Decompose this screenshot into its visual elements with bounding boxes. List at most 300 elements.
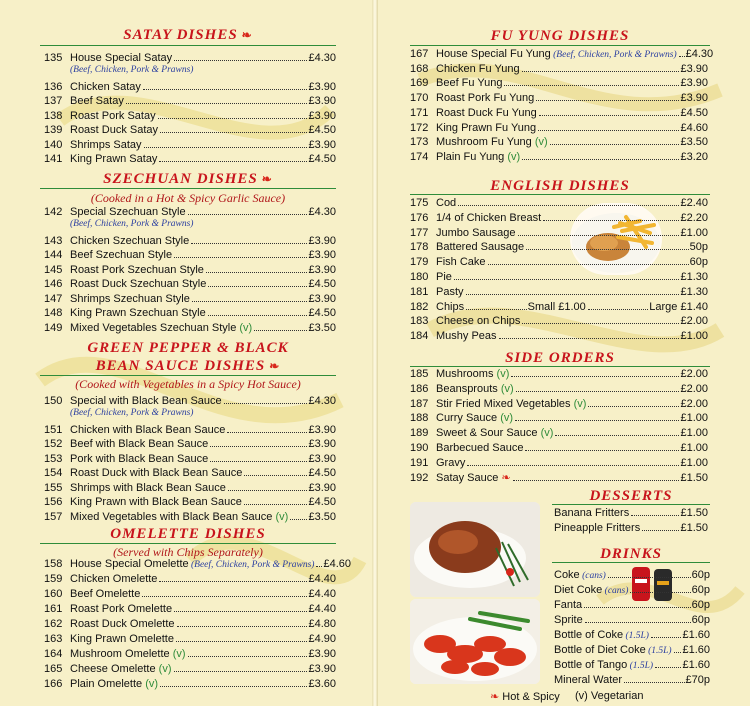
menu-item (44, 437, 336, 451)
item-name: Beef Omelette (70, 588, 141, 600)
item-price: £2.00 (680, 382, 708, 395)
szechuan-heading: SZECHUAN DISHES ❧ (103, 171, 273, 187)
item-name: Barbecued Sauce (436, 442, 524, 454)
menu-item (44, 677, 336, 691)
item-price: £2.00 (680, 368, 708, 380)
category-subtext: (Beef, Chicken, Pork & Prawns) (70, 64, 194, 75)
item-price: £4.30 (308, 395, 336, 407)
english-heading: ENGLISH DISHES (490, 178, 630, 194)
item-number: 140 (44, 138, 63, 151)
item-name: House Special Satay (70, 52, 173, 64)
item-name: Roast Duck Szechuan Style (70, 278, 207, 290)
leader-dots (525, 450, 679, 451)
leader-dots (227, 432, 307, 433)
leader-dots (176, 641, 308, 642)
vegetarian-mark: (v) (537, 427, 554, 440)
item-number: 150 (44, 395, 63, 407)
menu-item (44, 452, 336, 466)
item-number: 176 (410, 211, 429, 224)
item-number: 153 (44, 452, 63, 465)
item-number: 135 (44, 52, 63, 64)
item-number: 136 (44, 80, 63, 93)
menu-item (44, 587, 336, 601)
leader-dots (642, 530, 679, 531)
item-number: 181 (410, 285, 429, 298)
leader-dots (515, 420, 679, 421)
menu-item (410, 135, 708, 149)
item-name: King Prawn Satay (70, 153, 158, 165)
menu-item (410, 471, 708, 485)
item-subtext: (cans) (579, 571, 606, 581)
item-number: 166 (44, 678, 63, 690)
leader-dots (526, 249, 689, 250)
item-subtext: (Beef, Chicken, Pork & Prawns) (550, 50, 677, 60)
item-number: 191 (410, 456, 429, 469)
item-name: King Prawn Fu Yung (436, 121, 537, 134)
item-price: £3.60 (308, 678, 336, 690)
item-name: Chicken with Black Bean Sauce (70, 423, 226, 436)
item-number: 175 (410, 197, 429, 209)
blackbean-note: (Cooked with Vegetables in a Spicy Hot Sauce) (75, 377, 301, 391)
item-price: 60p (689, 256, 708, 269)
item-name: Satay Sauce ❧ (436, 471, 511, 484)
leader-dots (244, 504, 308, 505)
chili-icon: ❧ (490, 691, 500, 703)
item-price: £4.50 (308, 278, 336, 290)
leader-dots (126, 103, 308, 104)
item-name: Beef with Black Bean Sauce (70, 438, 209, 450)
item-name: Beef Satay (70, 95, 124, 107)
leader-dots (160, 686, 307, 687)
leader-dots (466, 309, 527, 310)
item-price: £4.50 (680, 106, 708, 119)
item-name: Roast Duck Satay (70, 124, 159, 136)
item-number: 138 (44, 109, 63, 122)
item-number: 165 (44, 663, 63, 675)
item-price: 60p (691, 599, 710, 611)
item-price: £3.90 (308, 249, 336, 261)
menu-item (554, 658, 710, 673)
item-price: £4.30 (685, 48, 714, 60)
item-number: 187 (410, 397, 429, 410)
item-name: Chicken Fu Yung (436, 62, 520, 75)
menu-item (410, 196, 708, 210)
desserts-heading: DESSERTS (589, 488, 673, 504)
item-number: 157 (44, 510, 63, 523)
item-number: 169 (410, 77, 429, 90)
item-number: 168 (410, 62, 429, 75)
item-name: Bottle of Tango (1.5L) (554, 659, 654, 671)
item-price: £3.90 (308, 95, 336, 107)
item-number: 143 (44, 234, 63, 247)
item-number: 185 (410, 368, 429, 380)
item-number: 147 (44, 292, 63, 305)
item-price: £2.00 (680, 315, 708, 328)
item-price: £4.60 (680, 121, 708, 134)
item-number: 146 (44, 278, 63, 290)
menu-item (410, 62, 708, 76)
item-price: £4.40 (308, 603, 336, 615)
menu-item (554, 628, 710, 643)
item-price: £4.50 (308, 153, 336, 165)
item-price: £1.50 (680, 507, 708, 519)
leader-dots (674, 652, 682, 653)
leader-dots (454, 279, 680, 280)
category-subtext: (Beef, Chicken, Pork & Prawns) (70, 218, 194, 229)
fuyung-rule (410, 45, 710, 46)
item-name: King Prawn Szechuan Style (70, 307, 206, 319)
item-name: Gravy (436, 456, 466, 469)
side-heading: SIDE ORDERS (505, 350, 615, 366)
item-subtext: (Beef, Chicken, Pork & Prawns) (188, 560, 315, 570)
menu-item (44, 321, 336, 335)
menu-item (554, 568, 710, 583)
item-number: 139 (44, 124, 63, 136)
vegetarian-mark: (v) (155, 663, 172, 675)
leader-dots (555, 435, 679, 436)
menu-item (410, 106, 708, 120)
leader-dots (174, 60, 307, 61)
vegetarian-mark: (v) (497, 412, 514, 425)
item-number: 162 (44, 618, 63, 630)
menu-item (44, 248, 336, 262)
chili-icon: ❧ (241, 28, 253, 42)
leader-dots (516, 391, 680, 392)
item-name: Battered Sausage (436, 241, 525, 254)
item-number: 188 (410, 412, 429, 425)
item-price: £1.50 (680, 471, 708, 484)
leader-dots (651, 637, 682, 638)
desserts-rule (552, 504, 710, 505)
item-number: 137 (44, 95, 63, 107)
item-price: £3.90 (308, 109, 336, 122)
vegetarian-mark: (v) (531, 136, 548, 149)
item-number: 180 (410, 271, 429, 283)
item-name: Mixed Vegetables Szechuan Style (v) (70, 321, 253, 334)
menu-item (554, 673, 710, 687)
menu-item (410, 91, 708, 105)
item-name: Roast Pork Szechuan Style (70, 263, 204, 276)
leader-dots (624, 682, 684, 683)
item-name: Beef Fu Yung (436, 77, 503, 90)
item-subtext: (cans) (602, 586, 629, 596)
item-name: Roast Duck Fu Yung (436, 106, 537, 119)
menu-item (554, 643, 710, 658)
menu-item (44, 557, 351, 572)
item-price: 50p (689, 241, 708, 254)
item-number: 161 (44, 603, 63, 615)
menu-item (44, 632, 336, 646)
menu-item (410, 456, 708, 470)
item-name: Pork with Black Bean Sauce (70, 452, 209, 465)
leader-dots (518, 235, 680, 236)
vegetarian-mark: (v) (504, 150, 521, 163)
item-number: 186 (410, 382, 429, 395)
menu-item (44, 138, 336, 152)
leader-dots (210, 446, 307, 447)
item-number: 142 (44, 206, 63, 218)
drinks-rule (552, 562, 710, 563)
menu-item (44, 466, 336, 480)
menu-item (44, 109, 336, 123)
item-price: £3.90 (308, 138, 336, 151)
item-price: 60p (691, 584, 710, 596)
item-number: 159 (44, 573, 63, 585)
menu-item (44, 423, 336, 437)
item-name: Sweet & Sour Sauce (v) (436, 427, 554, 440)
leader-dots (191, 243, 307, 244)
chili-icon: ❧ (498, 471, 511, 484)
menu-item (44, 292, 336, 306)
menu-item (44, 572, 336, 586)
item-name: Bottle of Diet Coke (1.5L) (554, 644, 672, 656)
leader-dots (522, 71, 680, 72)
menu-item (44, 277, 336, 291)
item-name: Diet Coke (cans) (554, 584, 629, 596)
page-fold (372, 0, 378, 706)
vegetarian-mark: (v) (570, 397, 587, 410)
leader-dots (630, 592, 690, 593)
item-name: Mixed Vegetables with Black Bean Sauce (v) (70, 510, 289, 523)
menu-item (44, 263, 336, 277)
item-name: Fish Cake (436, 256, 486, 269)
item-price: £4.50 (308, 124, 336, 136)
item-subtext: (1.5L) (645, 646, 672, 656)
item-price: £70p (685, 674, 710, 686)
leader-dots (499, 338, 680, 339)
chilli-prawn-image (410, 599, 540, 684)
item-name: Pineapple Fritters (554, 521, 641, 534)
leader-dots (208, 315, 308, 316)
satay-rule (40, 45, 336, 46)
item-price: £1.00 (680, 412, 708, 425)
menu-item (410, 397, 708, 411)
satay-heading: SATAY DISHES ❧ (123, 27, 253, 43)
vegetarian-mark: (v) (272, 510, 289, 523)
item-number: 184 (410, 330, 429, 343)
item-price: £1.00 (680, 330, 708, 343)
vegetarian-mark: (v) (497, 382, 514, 395)
item-price: £1.60 (682, 629, 710, 641)
item-price: £3.90 (308, 481, 336, 494)
item-name: King Prawn with Black Bean Sauce (70, 496, 242, 508)
menu-item (410, 441, 708, 455)
fuyung-heading: FU YUNG DISHES (490, 28, 630, 44)
item-name: Plain Omelette (v) (70, 678, 159, 690)
item-number: 170 (410, 92, 429, 105)
menu-item (44, 51, 336, 65)
item-name: Plain Fu Yung (v) (436, 150, 521, 163)
menu-item (44, 602, 336, 616)
item-name: Roast Pork Satay (70, 109, 156, 122)
menu-item (44, 234, 336, 248)
leader-dots (543, 220, 679, 221)
item-price: £2.00 (680, 397, 708, 410)
leader-dots (316, 566, 322, 567)
item-name: Stir Fried Mixed Vegetables (v) (436, 397, 587, 410)
item-price: £1.00 (680, 226, 708, 239)
leader-dots (522, 159, 679, 160)
item-price: £4.50 (308, 307, 336, 319)
item-price: Large £1.40 (649, 300, 708, 313)
chili-icon: ❧ (261, 172, 273, 186)
drinks-heading: DRINKS (600, 546, 662, 562)
leader-dots (208, 286, 307, 287)
menu-item (410, 240, 708, 254)
item-price: £1.00 (680, 427, 708, 440)
item-name: Curry Sauce (v) (436, 412, 514, 425)
item-name: House Special Omelette (Beef, Chicken, Pork & Prawns) (70, 558, 315, 570)
leader-dots (160, 132, 307, 133)
item-number: 179 (410, 256, 429, 269)
item-price: £3.90 (680, 92, 708, 105)
item-price: 60p (691, 569, 710, 581)
menu-item (410, 211, 708, 225)
item-name: Shrimps Satay (70, 138, 142, 151)
item-price: £3.20 (680, 150, 708, 163)
item-subtext: (1.5L) (623, 631, 649, 641)
leader-dots (538, 130, 679, 131)
item-number: 164 (44, 648, 63, 660)
item-price: £4.40 (308, 588, 336, 600)
item-name: Mushrooms (v) (436, 368, 510, 380)
item-price: £4.60 (323, 558, 351, 570)
item-name: Chicken Szechuan Style (70, 234, 190, 247)
omelette-note: (Served with Chips Separately) (113, 545, 263, 559)
menu-item (44, 123, 336, 137)
menu-item (554, 521, 708, 535)
item-name: Shrimps Szechuan Style (70, 292, 190, 305)
item-price: £1.60 (682, 659, 710, 671)
item-number: 183 (410, 315, 429, 328)
menu-item (410, 329, 708, 343)
item-name: Chicken Omelette (70, 573, 158, 585)
item-name: Special Szechuan Style (70, 206, 186, 218)
omelette-heading: OMELETTE DISHES (110, 526, 266, 542)
menu-item (44, 306, 336, 320)
leader-dots (504, 85, 679, 86)
leader-dots (655, 667, 681, 668)
menu-item (410, 314, 708, 328)
menu-item (410, 150, 708, 164)
item-number: 177 (410, 226, 429, 239)
leader-dots (536, 100, 679, 101)
szechuan-rule (40, 188, 336, 189)
item-number: 167 (410, 48, 429, 60)
item-price: £3.90 (680, 77, 708, 90)
item-name: Fanta (554, 599, 583, 611)
item-number: 152 (44, 438, 63, 450)
leader-dots (679, 56, 685, 57)
leader-dots (550, 144, 680, 145)
leader-dots (467, 465, 679, 466)
leader-dots (254, 330, 307, 331)
item-price: £4.80 (308, 618, 336, 630)
leader-dots (174, 671, 308, 672)
item-price: £4.30 (308, 206, 336, 218)
menu-item (44, 647, 336, 661)
item-name: Cheese on Chips (436, 315, 521, 328)
leader-dots (188, 214, 308, 215)
item-price: £3.90 (308, 438, 336, 450)
item-name: Bottle of Coke (1.5L) (554, 629, 649, 641)
menu-item (410, 300, 708, 314)
leader-dots (588, 406, 679, 407)
menu-item (410, 426, 708, 440)
item-name: Mushy Peas (436, 330, 497, 343)
item-name: 1/4 of Chicken Breast (436, 211, 542, 224)
menu-item (410, 76, 708, 90)
leader-dots (458, 205, 679, 206)
menu-item (410, 121, 708, 135)
menu-item (554, 598, 710, 612)
item-name: Beansprouts (v) (436, 382, 514, 395)
item-name: King Prawn Omelette (70, 633, 174, 645)
menu-item (410, 270, 708, 284)
leader-dots (522, 323, 679, 324)
leader-dots (224, 403, 308, 404)
blackbean-heading-line2: BEAN SAUCE DISHES ❧ (95, 358, 281, 374)
item-name: Roast Duck with Black Bean Sauce (70, 467, 243, 479)
leader-dots (228, 490, 308, 491)
item-price: £3.90 (308, 263, 336, 276)
leader-dots (206, 272, 308, 273)
leader-dots (539, 115, 680, 116)
menu-item (44, 80, 336, 94)
chili-icon: ❧ (269, 359, 281, 373)
legend-hot: ❧ Hot & Spicy (490, 691, 560, 703)
leader-dots (177, 626, 308, 627)
menu-item (44, 394, 336, 408)
menu-item (410, 255, 708, 269)
english-rule (410, 194, 710, 195)
menu-item (44, 94, 336, 108)
blackbean-heading-line1: GREEN PEPPER & BLACK (87, 340, 289, 356)
menu-item (410, 382, 708, 396)
item-name: Banana Fritters (554, 507, 630, 519)
menu-item (410, 47, 714, 62)
item-number: 156 (44, 496, 63, 508)
item-name: Shrimps with Black Bean Sauce (70, 481, 226, 494)
item-name: Mushroom Omelette (v) (70, 648, 186, 660)
leader-dots (188, 656, 308, 657)
menu-item (410, 226, 708, 240)
vegetarian-mark: (v) (169, 648, 186, 660)
item-price: £3.90 (308, 648, 336, 660)
menu-item (44, 617, 336, 631)
leader-dots (174, 257, 307, 258)
item-price: 60p (691, 614, 710, 626)
roast-duck-image (410, 502, 540, 597)
menu-item (554, 583, 710, 598)
vegetarian-mark: (v) (493, 368, 510, 380)
leader-dots (608, 577, 691, 578)
menu-item (410, 411, 708, 425)
item-price: £2.20 (680, 211, 708, 224)
leader-dots (290, 519, 307, 520)
item-number: 151 (44, 423, 63, 436)
leader-dots (513, 480, 680, 481)
menu-item (44, 205, 336, 219)
menu-item (44, 481, 336, 495)
item-price: £3.90 (308, 80, 336, 93)
vegetarian-mark: (v) (142, 678, 159, 690)
item-name: Coke (cans) (554, 569, 606, 581)
item-number: 160 (44, 588, 63, 600)
item-name: Roast Duck Omelette (70, 618, 175, 630)
leader-dots (585, 622, 691, 623)
item-price: £1.50 (680, 521, 708, 534)
